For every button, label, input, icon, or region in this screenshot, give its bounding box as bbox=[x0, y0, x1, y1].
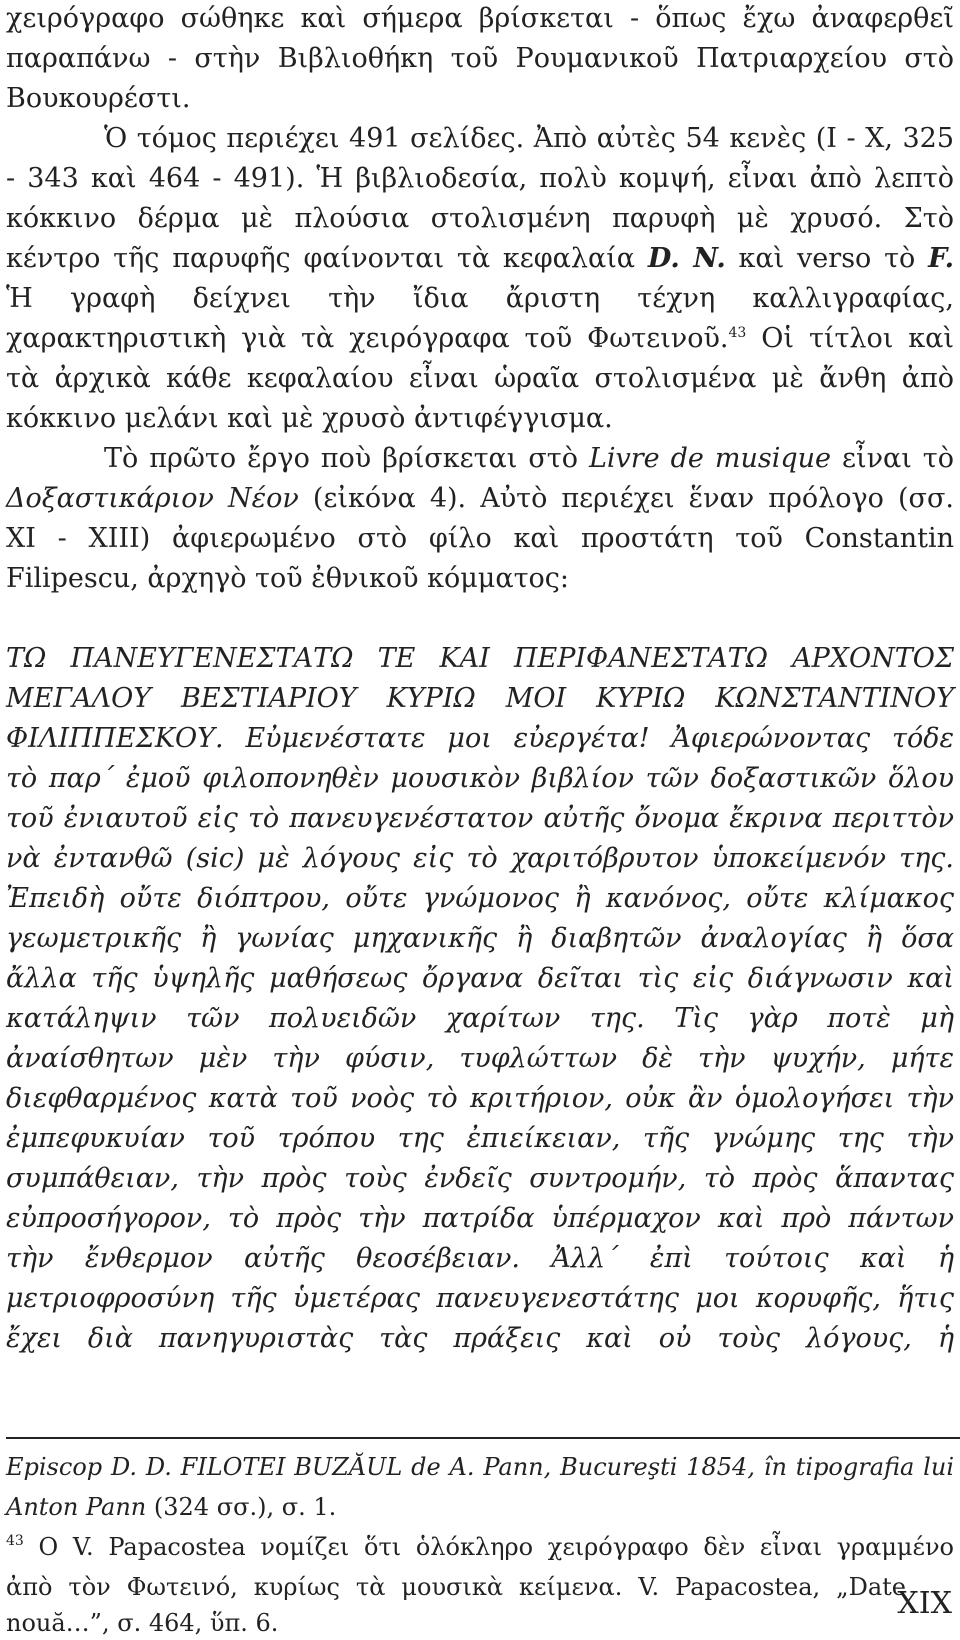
quote-line: ἐμπεφυκυίαν τοῦ τρόπου της ἐπιείκειαν, τῆς γνώμης της τὴν bbox=[6, 1123, 954, 1154]
title-livre-de-musique: Livre de musique bbox=[588, 443, 832, 474]
title-doxastikarion: Δοξαστικάριον Νέον bbox=[6, 483, 299, 514]
footnote-line: nouă…”, σ. 464, ὕπ. 6. bbox=[6, 1609, 279, 1637]
body-text-line: χειρόγραφο σώθηκε καὶ σήμερα βρίσκεται - ὅπως ἔχω ἀναφερθεῖ bbox=[6, 3, 954, 34]
footnote-separator bbox=[6, 1437, 960, 1439]
body-text-line: τὰ ἀρχικὰ κάθε κεφαλαίου εἶναι ὡραῖα στολισμένα μὲ ἄνθη ἀπὸ bbox=[6, 363, 954, 394]
body-text-line: Ἡ γραφὴ δείχνει τὴν ἴδια ἄριστη τέχνη καλλιγραφίας, bbox=[6, 283, 954, 314]
paragraph-start-line: Ὁ τόμος περιέχει 491 σελίδες. Ἀπὸ αὐτὲς 54 κενὲς (Ι - Χ, 325 bbox=[104, 123, 954, 154]
quote-line: συμπάθειαν, τὴν πρὸς τοὺς ἐνδεῖς συντρομήν, τὸ πρὸς ἅπαντας bbox=[6, 1163, 954, 1194]
quote-line: τὴν ἔνθερμον αὐτῆς θεοσέβειαν. Ἀλλ΄ ἐπὶ τούτοις καὶ ἡ bbox=[6, 1243, 954, 1274]
footnote-line: Anton Pann (324 σσ.), σ. 1. bbox=[6, 1493, 337, 1521]
quote-line: κατάληψιν τῶν πολυειδῶν χαρίτων της. Τὶς γὰρ ποτὲ μὴ bbox=[6, 1003, 954, 1034]
quote-line: εὐπροσήγορον, τὸ πρὸς τὴν πατρίδα ὑπέρμαχον καὶ πρὸ πάντων bbox=[6, 1203, 954, 1234]
body-text-line: Filipescu, ἀρχηγὸ τοῦ ἐθνικοῦ κόμματος: bbox=[6, 563, 569, 594]
quote-line: μετριοφροσύνη τῆς ὑμετέρας πανευγενεστάτης μοι κορυφῆς, ἥτις bbox=[6, 1283, 954, 1314]
body-text-line: - 343 καὶ 464 - 491). Ἡ βιβλιοδεσία, πολὺ κομψή, εἶναι ἀπὸ λεπτὸ bbox=[6, 163, 954, 194]
body-text-line: κέντρο τῆς παρυφῆς φαίνονται τὰ κεφαλαία D. N. καὶ verso τὸ F. bbox=[6, 243, 954, 274]
quote-line: ΦΙΛΙΠΠΕΣΚΟΥ. Εὐμενέστατε μοι εὐεργέτα! Ἀφιερώνοντας τόδε bbox=[6, 723, 954, 754]
quote-line: νὰ ἐντανθῶ (sic) μὲ λόγους εἰς τὸ χαριτόβρυτον ὑποκείμενόν της. bbox=[6, 843, 954, 874]
quote-line: ἔχει διὰ πανηγυριστὰς τὰς πράξεις καὶ οὐ τοὺς λόγους, ἡ bbox=[6, 1323, 954, 1354]
paragraph-start-line: Τὸ πρῶτο ἔργο ποὺ βρίσκεται στὸ Livre de musique εἶναι τὸ bbox=[104, 443, 954, 474]
body-text-line: παραπάνω - στὴν Βιβλιοθήκη τοῦ Ρουμανικοῦ Πατριαρχείου στὸ bbox=[6, 43, 954, 74]
quote-line: ἀναίσθητων μὲν τὴν φύσιν, τυφλώττων δὲ τὴν ψυχήν, μήτε bbox=[6, 1043, 954, 1074]
page-number: XIX bbox=[897, 1586, 952, 1621]
footnote-number: 43 bbox=[6, 1533, 24, 1549]
footnote-line: ἀπὸ τὸν Φωτεινό, κυρίως τὰ μουσικὰ κείμενα. V. Papacostea, „Date bbox=[6, 1573, 906, 1601]
body-text-line: ΧΙ - ΧΙΙΙ) ἀφιερωμένο στὸ φίλο καὶ προστάτη τοῦ Constantin bbox=[6, 523, 954, 554]
body-text-line: κόκκινο δέρμα μὲ πλούσια στολισμένη παρυφὴ μὲ χρυσό. Στὸ bbox=[6, 203, 954, 234]
bold-letters-dn: D. N. bbox=[647, 243, 726, 274]
footnote-ref-43: 43 bbox=[728, 325, 747, 341]
quote-line: ἄλλα τῆς ὑψηλῆς μαθήσεως ὄργανα δεῖται τὶς εἰς διάγνωσιν καὶ bbox=[6, 963, 954, 994]
quote-line: Ἐπειδὴ οὔτε διόπτρου, οὔτε γνώμονος ἢ κανόνος, οὔτε κλίμακος bbox=[6, 883, 954, 914]
bold-letter-f: F. bbox=[928, 243, 954, 274]
quote-line: ΤΩ ΠΑΝΕΥΓΕΝΕΣΤΑΤΩ ΤΕ ΚΑΙ ΠΕΡΙΦΑΝΕΣΤΑΤΩ ΑΡΧΟΝΤΟΣ bbox=[6, 643, 954, 674]
body-text-line: χαρακτηριστικὴ γιὰ τὰ χειρόγραφα τοῦ Φωτεινοῦ.$^{43}$ Οἱ τίτλοι καὶ bbox=[6, 323, 955, 354]
footnote-line: Episcop D. D. FILOTEI BUZĂUL de A. Pann, Bucureşti 1854, în tipografia lui bbox=[6, 1453, 954, 1481]
footnote-43: $^{43}$ Ο V. Papacostea νομίζει ὅτι ὁλόκληρο χειρόγραφο δὲν εἶναι γραμμένο bbox=[6, 1533, 954, 1561]
body-text-line: Βουκουρέστι. bbox=[6, 83, 191, 114]
quote-line: τὸ παρ΄ ἐμοῦ φιλοπονηθὲν μουσικὸν βιβλίον τῶν δοξαστικῶν ὅλου bbox=[6, 763, 954, 794]
quote-line: διεφθαρμένος κατὰ τοῦ νοὸς τὸ κριτήριον, οὐκ ἂν ὁμολογήσει τὴν bbox=[6, 1083, 954, 1114]
body-text-line: Δοξαστικάριον Νέον (εἰκόνα 4). Αὐτὸ περιέχει ἕναν πρόλογο (σσ. bbox=[6, 483, 954, 514]
quote-line: ΜΕΓΑΛΟΥ ΒΕΣΤΙΑΡΙΟΥ ΚΥΡΙΩ ΜΟΙ ΚΥΡΙΩ ΚΩΝΣΤΑΝΤΙΝΟΥ bbox=[6, 683, 954, 714]
quote-line: γεωμετρικῆς ἢ γωνίας μηχανικῆς ἢ διαβητῶν ἀναλογίας ἢ ὅσα bbox=[6, 923, 954, 954]
body-text-line: κόκκινο μελάνι καὶ μὲ χρυσὸ ἀντιφέγγισμα. bbox=[6, 403, 613, 434]
quote-line: τοῦ ἐνιαυτοῦ εἰς τὸ πανευγενέστατον αὐτῆς ὄνομα ἔκρινα περιττὸν bbox=[6, 803, 954, 834]
